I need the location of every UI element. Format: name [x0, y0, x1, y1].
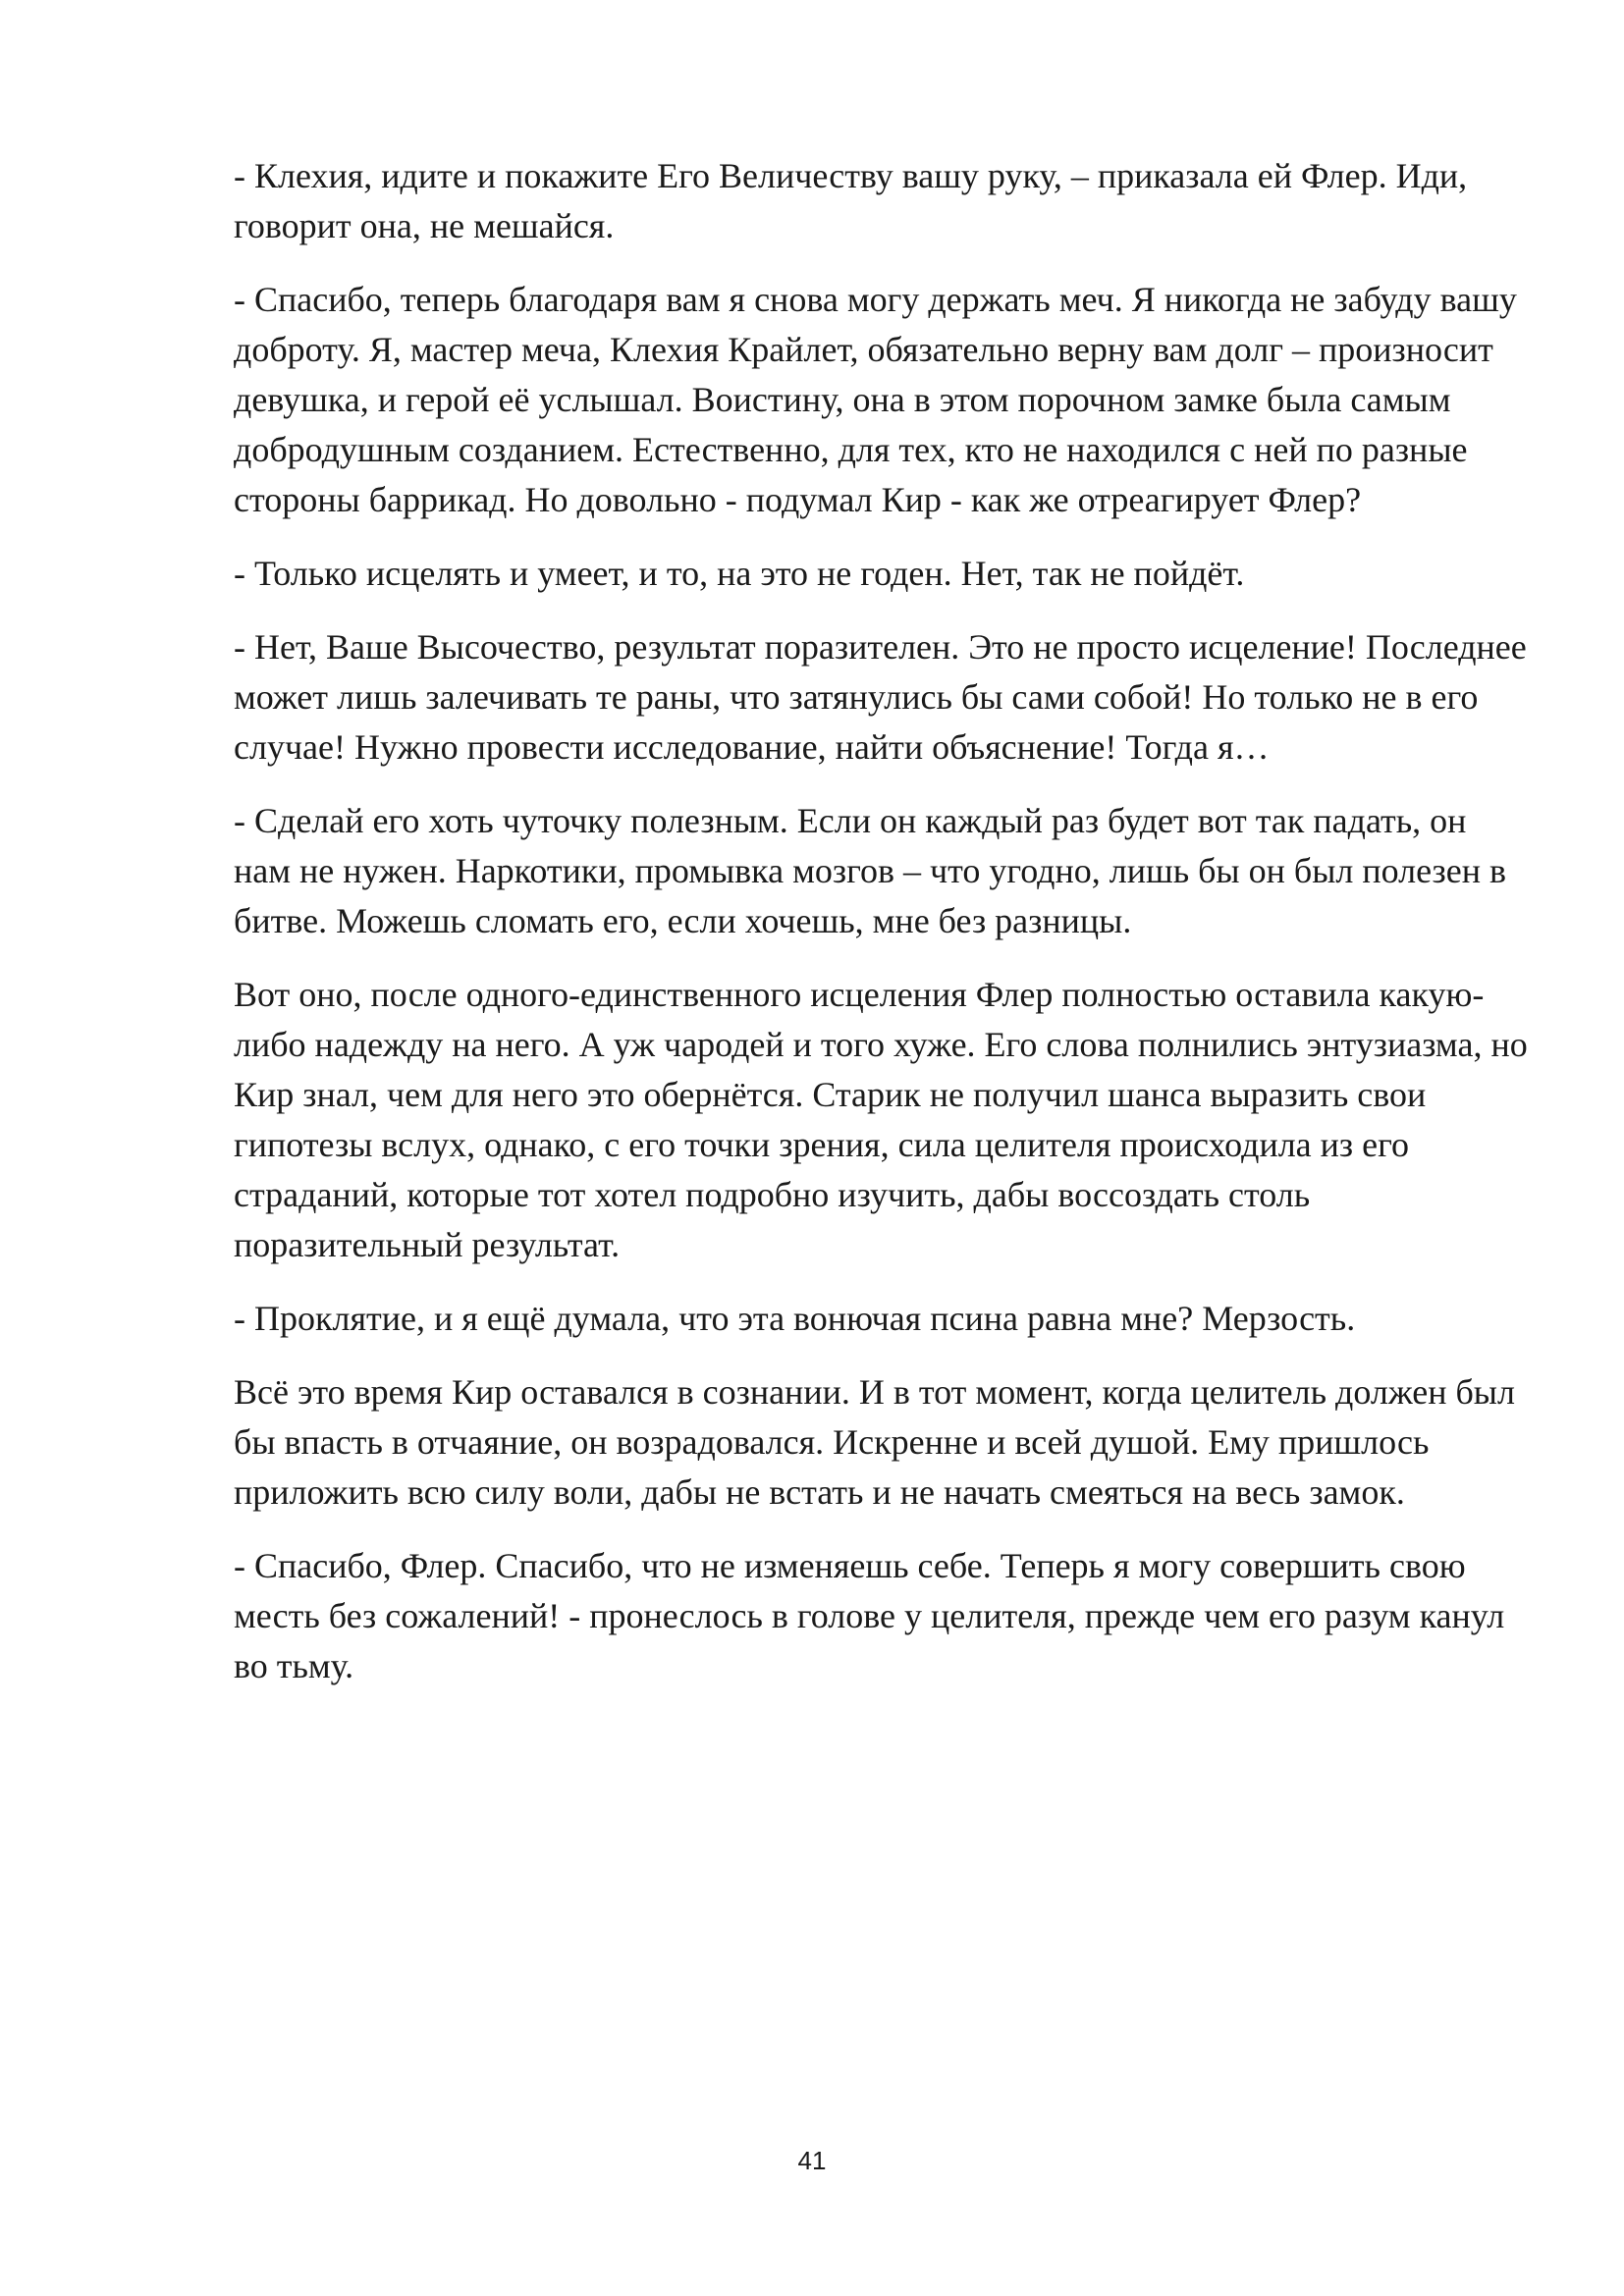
paragraph-9: - Спасибо, Флер. Спасибо, что не изменяешь себе. Теперь я могу совершить свою месть без сожалений! - пронеслось в голове у целителя, прежде чем его разум канул во тьму. — [234, 1546, 1505, 1685]
paragraph-1: - Клехия, идите и покажите Его Величеству вашу руку, – приказала ей Флер. Иди, говорит она, не мешайся. — [234, 156, 1468, 245]
page-number: 41 — [797, 2146, 827, 2175]
paragraph-3: - Только исцелять и умеет, и то, на это не годен. Нет, так не пойдёт. — [234, 554, 1245, 593]
paragraph-6: Вот оно, после одного-единственного исцеления Флер полностью оставила какую-либо надежду на него. А уж чародей и того хуже. Его слова полнились энтузиазма, но Кир знал, чем для него это обернётся. Старик не получил шанса выразить свои гипотезы вслух, однако, с его точки зрения, сила целителя происходила из его страданий, которые тот хотел подробно изучить, дабы воссоздать столь поразительный результат. — [234, 975, 1528, 1264]
body-text — [234, 151, 1530, 1715]
paragraph-7: - Проклятие, и я ещё думала, что эта вонючая псина равна мне? Мерзость. — [234, 1299, 1356, 1338]
paragraph-4: - Нет, Ваше Высочество, результат поразителен. Это не просто исцеление! Последнее может лишь залечивать те раны, что затянулись бы сами собой! Но только не в его случае! Нужно провести исследование, найти объяснение! Тогда я… — [234, 627, 1527, 767]
paragraph-2: - Спасибо, теперь благодаря вам я снова могу держать меч. Я никогда не забуду вашу доброту. Я, мастер меча, Клехия Крайлет, обязательно верну вам долг – произносит девушка, и герой её услышал. Воистину, она в этом порочном замке была самым добродушным созданием. Естественно, для тех, кто не находился с ней по разные стороны баррикад. Но довольно - подумал Кир - как же отреагирует Флер? — [234, 280, 1517, 519]
paragraph-5: - Сделай его хоть чуточку полезным. Если он каждый раз будет вот так падать, он нам не нужен. Наркотики, промывка мозгов – что угодно, лишь бы он был полезен в битве. Можешь сломать его, если хочешь, мне без разницы. — [234, 801, 1506, 940]
paragraph-8: Всё это время Кир оставался в сознании. И в тот момент, когда целитель должен был бы впасть в отчаяние, он возрадовался. Искренне и всей душой. Ему пришлось приложить всю силу воли, дабы не встать и не начать смеяться на весь замок. — [234, 1372, 1515, 1512]
